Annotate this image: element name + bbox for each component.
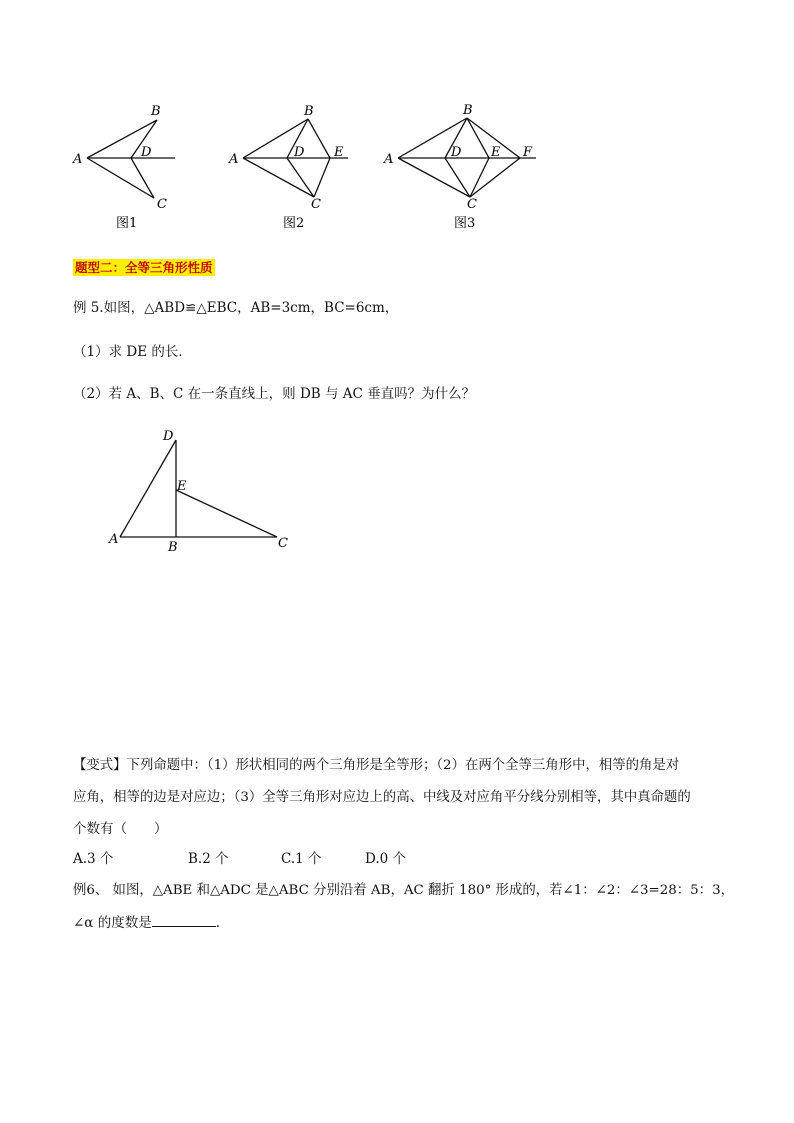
fig2-label-a: A xyxy=(229,152,239,167)
example5-question-1: （1）求 DE 的长． xyxy=(73,344,192,360)
figure-3 xyxy=(398,118,536,197)
fig3-label-b: B xyxy=(463,103,473,118)
fig3-label-e: E xyxy=(491,145,501,160)
section-title xyxy=(73,257,215,276)
variant-option-b: B.2 个 xyxy=(188,851,229,867)
fig1-label-a: A xyxy=(73,152,83,167)
fig3-label-c: C xyxy=(467,197,477,212)
ex5-label-a: A xyxy=(109,532,119,547)
variant-option-d: D.0 个 xyxy=(365,851,407,867)
fig3-label-d: D xyxy=(451,145,462,160)
example6-line-2-text: ∠α 的度数是 xyxy=(73,915,152,931)
fig1-label-d: D xyxy=(141,145,152,160)
variant-option-a: A.3 个 xyxy=(73,851,114,867)
example5-stem: 例 5.如图，△ABD≌△EBC，AB=3cm，BC=6cm， xyxy=(73,300,399,316)
fig2-label-b: B xyxy=(304,104,314,119)
section-title-text: 题型二：全等三角形性质 xyxy=(75,260,213,275)
ex5-label-b: B xyxy=(168,540,178,555)
variant-line-1: 【变式】下列命题中：（1）形状相同的两个三角形是全等形；（2）在两个全等三角形中，相等的角是对 xyxy=(73,758,680,773)
variant-line-3: 个数有（ ） xyxy=(73,821,168,837)
fig2-label-e: E xyxy=(334,145,344,160)
answer-blank[interactable] xyxy=(152,912,216,927)
fig2-label-c: C xyxy=(311,197,321,212)
example6-line-2 xyxy=(73,912,220,932)
fig1-caption: 图1 xyxy=(116,216,138,231)
figure-1 xyxy=(87,120,175,198)
example5-figure xyxy=(100,420,310,560)
fig3-label-f: F xyxy=(523,145,533,160)
fig1-label-b: B xyxy=(151,104,161,119)
ex5-label-c: C xyxy=(278,536,288,551)
example6-line-2-end: . xyxy=(215,915,221,931)
example6-line-1: 例6、 如图，△ABE 和△ADC 是△ABC 分别沿着 AB，AC 翻折 180° 形成的，若∠1：∠2：∠3=28：5：3， xyxy=(73,883,734,898)
fig3-caption: 图3 xyxy=(454,216,476,231)
fig1-label-c: C xyxy=(157,197,167,212)
fig2-label-d: D xyxy=(294,145,305,160)
variant-line-2: 应角，相等的边是对应边；（3）全等三角形对应边上的高、中线及对应角平分线分别相等，其中真命题的 xyxy=(73,790,691,805)
top-figures xyxy=(0,95,794,240)
variant-option-c: C.1 个 xyxy=(281,851,322,867)
ex5-label-d: D xyxy=(163,429,174,444)
ex5-label-e: E xyxy=(177,479,187,494)
example5-question-2: （2）若 A、B、C 在一条直线上，则 DB 与 AC 垂直吗？为什么？ xyxy=(73,386,476,402)
fig2-caption: 图2 xyxy=(283,216,305,231)
fig3-label-a: A xyxy=(384,152,394,167)
